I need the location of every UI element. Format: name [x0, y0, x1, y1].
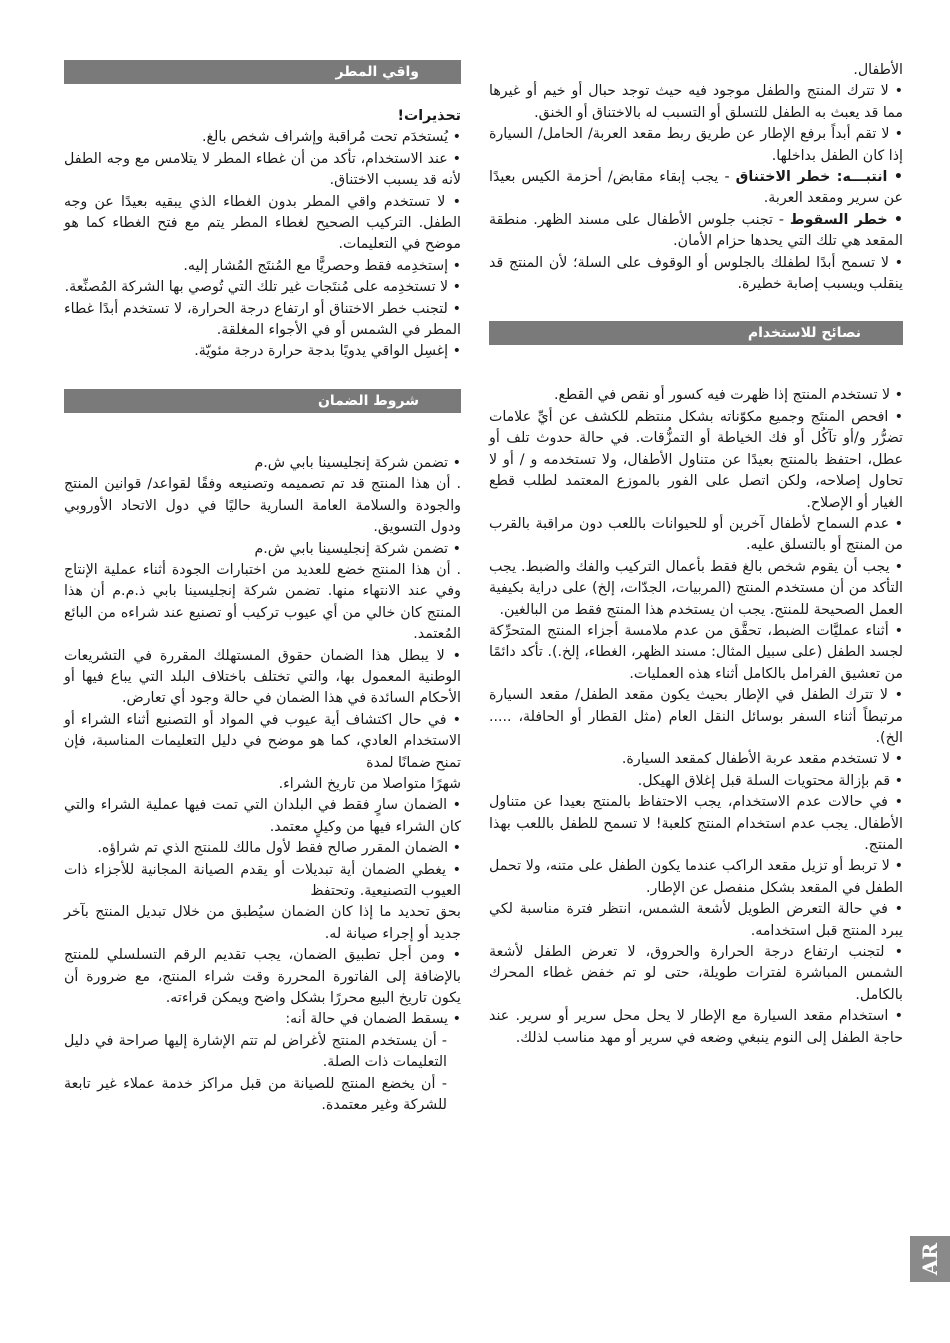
warranty-item: • تضمن شركة إنجليسينا بابي ش.م — [254, 454, 461, 471]
rain-item: • عند الاستخدام، تأكد من أن غطاء المطر لا يتلامس مع وجه الطفل لأنه قد يسبب الاختناق. — [64, 150, 461, 189]
usage-item: • قم بإزالة محتويات السلة قبل إغلاق الهيكل. — [637, 772, 903, 789]
paragraph: الأطفال. — [853, 62, 903, 78]
usage-item: • أثناء عمليَّات الضبط، تحقَّق من عدم ملامسة أجزاء المنتج المتحرِّكة لجسد الطفل (على سبيل المثال: مسند الظهر، الغطاء، إلخ.). تأكد دائمًا من تعشيق الفرامل بالكامل أثناء هذه العمليات. — [489, 622, 903, 682]
paragraph: • لا تقم أبداً برفع الإطار عن طريق ربط مقعد العربة/ الحامل/ السيارة إذا كان الطفل بداخلها. — [489, 126, 903, 164]
warranty-item: • الضمان سارٍ فقط في البلدان التي تمت فيها عملية الشراء والتي كان الشراء فيها من وكيلٍ معتمد. — [64, 797, 461, 835]
usage-item: • استخدام مقعد السيارة مع الإطار لا يحل محل سرير أو سرير. عند حاجة الطفل إلى النوم ينبغي وضعه في سرير أو مهد مناسب لذلك. — [489, 1008, 903, 1046]
fall-paragraph — [489, 210, 903, 253]
attention-label: • انتبـــه: خطر الاختناق — [735, 169, 903, 186]
usage-item: • لتجنب ارتفاع درجة الحرارة والحروق، لا تعرض الطفل لأشعة الشمس المباشرة لفترات طويلة، حتى لو تم خفض غطاء المحرك بالكامل. — [489, 944, 903, 1003]
attention-paragraph — [489, 167, 903, 210]
rain-item: • يُستخدَم تحت مُراقبة وإشراف شخص بالغ. — [201, 129, 461, 146]
usage-item: • عدم السماح لأطفال آخرين أو للحيوانات باللعب دون مراقبة بالقرب من المنتج أو بالتسلق عليه. — [489, 515, 903, 554]
rain-item: • إستخدِمه فقط وحصريًّا مع المُنتَج المُشار إليه. — [183, 257, 461, 274]
warnings-title: تحذيرات! — [397, 108, 461, 124]
usage-item: • لا تربط أو تزيل مقعد الراكب عندما يكون الطفل على متنه، ولا تحمل الطفل في المقعد بشكل منفصل عن الإطار. — [489, 858, 903, 896]
paragraph: • لا تترك المنتج والطفل موجود فيه حيث توجد حبال أو خيم أو غيرها مما قد يعبث به الطفل للتسلق أو التسبب له بالاختناق أو الخنق. — [489, 83, 903, 121]
left-column — [64, 60, 461, 1116]
warranty-item: • يسقط الضمان في حالة أنه: — [285, 1011, 461, 1028]
rain-item: • لا تستخدم واقي المطر بدون الغطاء الذي يبقيه بعيدًا عن وجه الطفل. التركيب الصحيح لغطاء المطر يتم مع فتح الغطاء كما هو موضح في التعليمات. — [64, 193, 461, 253]
usage-item: • افحص المنتَج وجميع مكوّناته بشكل منتظم للكشف عن أيِّ علامات تضرُّر و/أو تآكُل أو فك الخياطة أو التمزُّقات. في حالة حدوث تلف أو عطل، احتفظ بالمنتج بعيدًا عن متناول الأطفال، ولا تستخدمه و / أو لا تحاول إصلاحه، ولكن اتصل على الفور بالموزع المعتمد لطلب قطع الغيار أو الإصلاح. — [489, 408, 903, 511]
usage-item: • يجب أن يقوم شخص بالغ فقط بأعمال التركيب والفك والضبط. يجب التأكد من أن مستخدم المنتج (المربيات، الجدّات، إلخ) على دراية بكيفية العمل الصحيحة للمنتج. يجب ان يستخدم هذا المنتج فقط من البالغين. — [489, 558, 903, 618]
attention-text: - يجب إبقاء مقابض/ أحزمة الكيس بعيدًا عن سرير ومقعد العربة. — [489, 169, 903, 207]
right-column — [489, 60, 903, 1049]
language-tab-label: AR — [918, 1242, 942, 1276]
language-tab — [910, 1236, 950, 1282]
rain-cover-section-header: واقي المطر — [64, 60, 461, 84]
usage-item: • في حالة التعرض الطويل لأشعة الشمس، انتظر فترة مناسبة لكي يبرد المنتج قبل استخدامه. — [489, 901, 903, 939]
rain-item: • إغسِل الواقي يدويًا بدجة حرارة درجة مئويّة. — [194, 343, 461, 360]
usage-section-header: نصائح للاستخدام — [489, 321, 903, 345]
usage-item: • لا تستخدم المنتج إذا ظهرت فيه كسور أو نقص في القطع. — [553, 387, 903, 404]
paragraph: • لا تسمح أبدًا لطفلك بالجلوس أو الوقوف على السلة؛ لأن المنتج قد ينقلب ويسبب إصابة خطيرة. — [489, 254, 903, 293]
rain-item: • لا تستخدِمه على مُنتَجات غير تلك التي تُوصي بها الشركة المُصنِّعة. — [64, 279, 461, 296]
warranty-subitem: - أن يستخدم المنتج لأغراض لم تتم الإشارة إليها صراحة في دليل التعليمات ذات الصلة. — [64, 1032, 447, 1071]
warranty-item: . أن هذا المنتج خضع للعديد من اختبارات الجودة أثناء عملية الإنتاج وفي عند الانتهاء منها. تضمن شركة إنجليسينا بابي ذ.م.م أن هذا المنتج كان خالي من أي عيوب تركيب أو تصنيع عند شراءه من البائع المُعتمد. — [64, 561, 461, 643]
warranty-subitem: - أن يخضع المنتج للصيانة من قبل مراكز خدمة عملاء غير تابعة للشركة وغير معتمدة. — [64, 1075, 447, 1114]
warranty-section-header: شروط الضمان — [64, 389, 461, 413]
warranty-item: • ومن أجل تطبيق الضمان، يجب تقديم الرقم التسلسلي للمنتج بالإضافة إلى الفاتورة المحررة وقت شراء المنتج، مع ضرورة أن يكون تاريخ البيع محررًا بشكل واضح ويمكن قراءته. — [64, 947, 461, 1007]
warranty-item: • لا يبطل هذا الضمان حقوق المستهلك المقررة في التشريعات الوطنية المعمول بها، والتي تختلف باختلاف البلد التي يباع فيها أو الأحكام السائدة في هذا الضمان في حالة وجود أي تعارض. — [64, 647, 461, 707]
warranty-item: بحق تحديد ما إذا كان الضمان سيُطبق من خلال تبديل المنتج بآخر جديد أو إجراء صيانة له. — [64, 904, 461, 942]
usage-item: • لا تترك الطفل في الإطار بحيث يكون مقعد الطفل/ مقعد السيارة مرتبطاً أثناء السفر بوسائل النقل العام (مثل القطار أو الحافلة، ..... الخ). — [489, 687, 903, 746]
usage-item: • في حالات عدم الاستخدام، يجب الاحتفاظ بالمنتج بعيدا عن متناول الأطفال. يجب عدم استخدام المنتج كلعبة! لا تسمح للطفل باللعب بهذا المنتج. — [489, 794, 903, 853]
warranty-item: • تضمن شركة إنجليسينا بابي ش.م — [254, 540, 461, 557]
warranty-item: • يغطي الضمان أية تبديلات أو يقدم الصيانة المجانية للأجزاء ذات العيوب التصنيعية. وتحتفظ — [64, 861, 461, 899]
fall-text: - تجنب جلوس الأطفال على مسند الظهر. منطقة المقعد هي تلك التي يحدها حزام الأمان. — [489, 211, 903, 250]
warranty-item: . أن هذا المنتج قد تم تصميمه وتصنيعه وفقًا لقواعد/ قوانين المنتج والجودة والسلامة العامة السارية حاليًا في دول الاتحاد الأوروبي ودول التسويق. — [64, 476, 461, 536]
fall-label: • خطر السقوط — [789, 211, 903, 228]
rain-item: • لتجنب خطر الاختناق أو ارتفاع درجة الحرارة، لا تستخدم أبدًا غطاء المطر في الشمس أو في الأجواء المغلقة. — [64, 300, 461, 339]
warranty-item: شهرًا متواصلا من تاريخ الشراء. — [278, 775, 461, 792]
warranty-item: • في حال اكتشاف أية عيوب في المواد أو التصنيع أثناء الشراء أو الاستخدام العادي، كما هو موضح في دليل التعليمات المناسبة، فإن تمنح ضمانًا لمدة — [64, 711, 461, 771]
usage-item: • لا تستخدم مقعد عربة الأطفال كمقعد السيارة. — [621, 751, 903, 768]
warranty-item: • الضمان المقرر صالح فقط لأول مالك للمنتج الذي تم شراؤه. — [97, 840, 461, 857]
